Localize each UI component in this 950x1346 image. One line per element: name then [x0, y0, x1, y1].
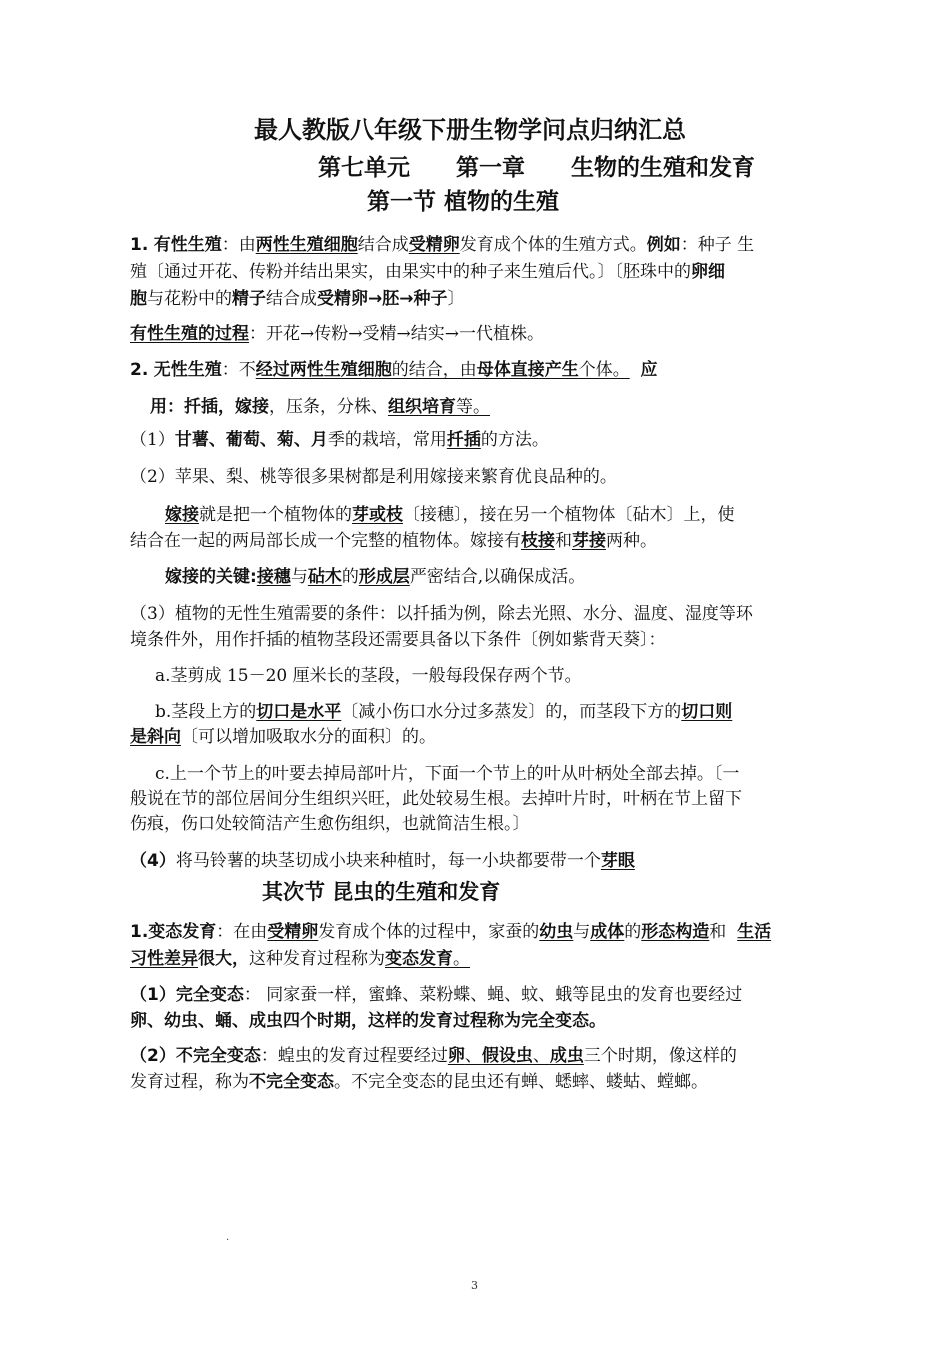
text-run: 严密结合,以确保成活。 [409, 567, 586, 587]
paragraph-line [130, 261, 725, 283]
text-run: ：由 [221, 235, 256, 255]
key-term: 变态发育 [385, 949, 453, 969]
key-term: 切口则 [681, 702, 733, 722]
text-run: 发育成个体的生殖方式。 [459, 235, 647, 255]
key-term: 用：扦插，嫁接 [150, 397, 269, 417]
paragraph-asexual-reproduction [130, 359, 658, 381]
key-term: 切口是水平 [256, 702, 342, 722]
paragraph-line: 境条件外，用作扦插的植物茎段还需要具备以下条件〔例如紫背天葵〕： [130, 630, 666, 650]
metamorphosis-paragraph [130, 921, 771, 943]
key-term: 嫁接的关键: [165, 567, 257, 587]
text-run: 〔可以增加吸取水分的面积〕的。 [181, 727, 436, 747]
list-item-4 [130, 850, 635, 872]
text-run: ，压条，分株、 [269, 397, 388, 417]
text-run: 发育过程，称为 [130, 1072, 249, 1092]
key-term: 嫁接 [165, 505, 199, 525]
text-run: 〕 [447, 289, 465, 309]
text-run: 这种发育过程称为 [249, 949, 385, 969]
paragraph-line [130, 726, 436, 748]
text-run: ： 同家蚕一样，蜜蜂、菜粉蝶、蝇、蚊、蛾等昆虫的发育也要经过 [243, 985, 743, 1005]
list-item-3: （3）植物的无性生殖需要的条件：以扦插为例，除去光照、水分、温度、湿度等环 [130, 604, 753, 624]
section2-heading: 其次节 昆虫的生殖和发育 [262, 880, 501, 904]
key-term: 成体 [590, 922, 625, 942]
key-term: 卵细 [691, 262, 725, 282]
text-run: （4） [130, 851, 176, 871]
text-run: 、 [532, 1046, 550, 1066]
text-run: 〔接穗〕，接在另一个植物体〔砧木〕上，使 [403, 505, 735, 525]
key-term: 胞 [130, 289, 147, 309]
asexual-applications [150, 396, 490, 418]
item-number: 2. [130, 360, 149, 380]
key-term: 受精卵→胚→种子 [317, 289, 448, 309]
key-term: 形态构造 [641, 922, 710, 942]
text-run: ：不 [221, 360, 256, 380]
key-term: 芽眼 [600, 851, 635, 871]
complete-metamorphosis [130, 984, 742, 1006]
text-run: 等。 [456, 397, 490, 417]
grafting-key-line [165, 566, 585, 588]
item-number: 1. [130, 235, 149, 255]
paragraph-line: 般说在节的部位居间分生组织兴旺，此处较易生根。去掉叶片时，叶柄在节上留下 [130, 789, 742, 809]
key-term: 母体直接产生 [476, 360, 579, 380]
text-run: 与花粉中的 [147, 289, 232, 309]
text-run: 殖〔通过开花、传粉并结出果实，由果实中的种子来生殖后代。〕〔胚珠中的 [130, 262, 691, 282]
key-term: 假设虫 [481, 1046, 533, 1066]
key-term: 芽或枝 [352, 505, 403, 525]
text-run: 结合成 [266, 289, 317, 309]
section1-heading: 第一节 植物的生殖 [367, 189, 560, 215]
list-item-2: （2）苹果、梨、桃等很多果树都是利用嫁接来繁育优良品种的。 [130, 467, 617, 487]
text-run: 与 [573, 922, 591, 942]
key-term: 精子 [232, 289, 266, 309]
paragraph-line: 伤痕，伤口处较简洁产生愈伤组织，也就简洁生根。〕 [130, 814, 530, 834]
key-term: 受精卵 [267, 922, 319, 942]
text-run: 三个时期，像这样的 [583, 1046, 737, 1066]
key-term: 很大， [198, 949, 249, 969]
text-run: 和 [709, 922, 727, 942]
footer-dot: . [226, 1232, 230, 1243]
key-term: 卵 [447, 1046, 465, 1066]
text-run: 个体。 [578, 360, 630, 380]
key-term: 习性差异 [130, 949, 198, 969]
paragraph-line [130, 1071, 708, 1093]
text-run: 季的栽培，常用 [327, 430, 447, 450]
text-run: 的方法。 [480, 430, 549, 450]
text-run: 两种。 [606, 531, 657, 551]
text-run: 的 [624, 922, 642, 942]
text-run: 。不完全变态的昆虫还有蝉、蟋蟀、蝼蛄、螳螂。 [334, 1072, 708, 1092]
text-run: （2） [130, 1046, 176, 1066]
key-term: 形成层 [358, 567, 410, 587]
key-term: 经过两性生殖细胞 [255, 360, 392, 380]
paragraph-line: 卵、幼虫、蛹、成虫四个时期，这样的发育过程称为完全变态。 [130, 1011, 606, 1031]
text-run: 发育成个体的过程中，家蚕的 [318, 922, 540, 942]
paragraph-line [130, 948, 470, 970]
text-run: 的结合，由 [391, 360, 477, 380]
key-term: 生活 [737, 922, 772, 942]
key-term: 例如 [646, 235, 681, 255]
text-run: ：开花→传粉→受精→结实→一代植株。 [249, 324, 544, 344]
key-term: 不完全变态 [249, 1072, 334, 1092]
grafting-paragraph [165, 504, 735, 526]
text-run: ：种子 生 [680, 235, 755, 255]
key-term: 砧木 [307, 567, 342, 587]
key-term: 是斜向 [130, 727, 181, 747]
key-term: 不完全变态 [175, 1046, 261, 1066]
key-term: 有性生殖的过程 [130, 324, 249, 344]
condition-a: a.茎剪成 15－20 厘米长的茎段，一般每段保存两个节。 [155, 666, 582, 686]
list-item-1 [130, 429, 549, 451]
text-run: 的 [341, 567, 359, 587]
text-run: 结合在一起的两局部长成一个完整的植物体。嫁接有 [130, 531, 521, 551]
text-run: 〔减小伤口水分过多蒸发〕的，而茎段下方的 [341, 702, 682, 722]
key-term: 接穗 [256, 567, 291, 587]
key-term: 完全变态 [175, 985, 244, 1005]
term-label: 无性生殖 [153, 360, 222, 380]
text-run: （1） [130, 430, 175, 450]
document-title: 最人教版八年级下册生物学问点归纳汇总 [254, 116, 686, 144]
paragraph-line [130, 530, 657, 552]
key-term: 芽接 [572, 531, 606, 551]
text-run: 和 [555, 531, 572, 551]
text-run: ：在由 [216, 922, 268, 942]
paragraph-sexual-reproduction [130, 234, 754, 256]
key-term: 甘薯、葡萄、菊、月 [174, 430, 328, 450]
key-term: 扦插 [446, 430, 481, 450]
key-term: 应 [640, 360, 658, 380]
text-run: 将马铃薯的块茎切成小块来种植时，每一小块都要带一个 [175, 851, 601, 871]
key-term: 幼虫 [539, 922, 574, 942]
condition-c: c.上一个节上的叶要去掉局部叶片，下面一个节上的叶从叶柄处全部去掉。〔一 [155, 764, 740, 784]
text-run: ：蝗虫的发育过程要经过 [260, 1046, 448, 1066]
key-term: 组织培育 [388, 397, 456, 417]
text-run: b.茎段上方的 [155, 702, 257, 722]
text-run: 结合成 [357, 235, 409, 255]
condition-b [155, 701, 732, 723]
text-run: （1） [130, 985, 176, 1005]
unit-heading: 第七单元 第一章 生物的生殖和发育 [318, 155, 755, 181]
sexual-process-line [130, 323, 544, 345]
text-run: 。 [453, 949, 470, 969]
text-run: 就是把一个植物体的 [199, 505, 352, 525]
text-run: 与 [290, 567, 308, 587]
key-term: 1.变态发育 [130, 922, 217, 942]
paragraph-line [130, 288, 465, 310]
key-term: 成虫 [549, 1046, 584, 1066]
incomplete-metamorphosis [130, 1045, 737, 1067]
key-term: 两性生殖细胞 [255, 235, 358, 255]
text-run: 、 [464, 1046, 482, 1066]
term-label: 有性生殖 [153, 235, 222, 255]
key-term: 枝接 [521, 531, 555, 551]
key-term: 受精卵 [408, 235, 460, 255]
page-number: 3 [471, 1279, 478, 1292]
